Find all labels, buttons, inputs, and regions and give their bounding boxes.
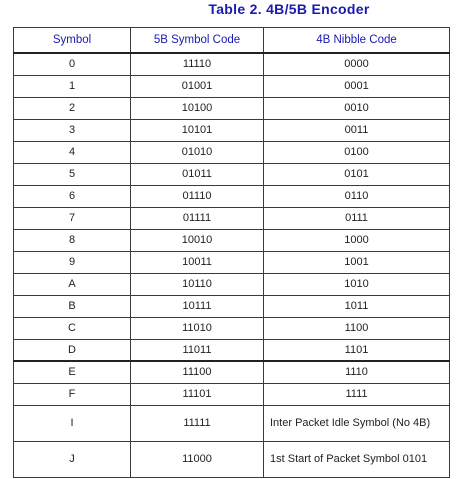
cell-symbol: 7	[14, 207, 131, 229]
table-row	[14, 441, 450, 477]
cell-4b-nibble: Inter Packet Idle Symbol (No 4B)	[264, 405, 450, 441]
cell-4b-nibble: 1100	[264, 317, 450, 339]
cell-5b-code: 01110	[131, 185, 264, 207]
cell-5b-code: 10011	[131, 251, 264, 273]
header-symbol: Symbol	[14, 28, 131, 54]
table-row	[14, 119, 450, 141]
cell-5b-code: 11010	[131, 317, 264, 339]
table-row	[14, 273, 450, 295]
cell-4b-nibble: 1001	[264, 251, 450, 273]
cell-symbol: B	[14, 295, 131, 317]
cell-4b-nibble: 1011	[264, 295, 450, 317]
cell-symbol: 0	[14, 53, 131, 75]
header-5b-code: 5B Symbol Code	[131, 28, 264, 54]
cell-5b-code: 11100	[131, 361, 264, 383]
cell-4b-nibble: 0111	[264, 207, 450, 229]
header-4b-nibble: 4B Nibble Code	[264, 28, 450, 54]
table-row	[14, 75, 450, 97]
cell-4b-nibble: 1010	[264, 273, 450, 295]
table-row	[14, 405, 450, 441]
cell-5b-code: 01010	[131, 141, 264, 163]
table-row	[14, 251, 450, 273]
table-title: Table 2. 4B/5B Encoder	[208, 1, 370, 17]
cell-5b-code: 10101	[131, 119, 264, 141]
table-row	[14, 97, 450, 119]
cell-5b-code: 10010	[131, 229, 264, 251]
cell-5b-code: 10100	[131, 97, 264, 119]
cell-4b-nibble: 1101	[264, 339, 450, 361]
cell-4b-nibble: 0001	[264, 75, 450, 97]
cell-symbol: 8	[14, 229, 131, 251]
cell-4b-nibble: 0110	[264, 185, 450, 207]
cell-5b-code: 10110	[131, 273, 264, 295]
cell-symbol: 6	[14, 185, 131, 207]
table-row	[14, 141, 450, 163]
cell-4b-nibble: 1st Start of Packet Symbol 0101	[264, 441, 450, 477]
table-row	[14, 361, 450, 383]
cell-symbol: 3	[14, 119, 131, 141]
cell-symbol: 5	[14, 163, 131, 185]
cell-symbol: E	[14, 361, 131, 383]
cell-symbol: D	[14, 339, 131, 361]
cell-4b-nibble: 0100	[264, 141, 450, 163]
cell-symbol: 4	[14, 141, 131, 163]
cell-symbol: 9	[14, 251, 131, 273]
cell-symbol: 2	[14, 97, 131, 119]
cell-4b-nibble: 1111	[264, 383, 450, 405]
cell-symbol: J	[14, 441, 131, 477]
cell-5b-code: 11111	[131, 405, 264, 441]
table-row	[14, 185, 450, 207]
cell-symbol: C	[14, 317, 131, 339]
cell-5b-code: 11101	[131, 383, 264, 405]
cell-5b-code: 11011	[131, 339, 264, 361]
cell-4b-nibble: 0000	[264, 53, 450, 75]
cell-5b-code: 01001	[131, 75, 264, 97]
cell-4b-nibble: 0010	[264, 97, 450, 119]
table-row	[14, 207, 450, 229]
table-row	[14, 339, 450, 361]
table-row	[14, 383, 450, 405]
cell-5b-code: 11110	[131, 53, 264, 75]
cell-symbol: A	[14, 273, 131, 295]
table-row	[14, 163, 450, 185]
cell-5b-code: 10111	[131, 295, 264, 317]
table-row	[14, 295, 450, 317]
cell-5b-code: 11000	[131, 441, 264, 477]
cell-4b-nibble: 0101	[264, 163, 450, 185]
table-row	[14, 317, 450, 339]
table-row	[14, 53, 450, 75]
cell-4b-nibble: 1000	[264, 229, 450, 251]
cell-5b-code: 01011	[131, 163, 264, 185]
encoder-table	[13, 27, 450, 478]
table-row	[14, 229, 450, 251]
cell-symbol: F	[14, 383, 131, 405]
header-row	[14, 28, 450, 54]
cell-5b-code: 01111	[131, 207, 264, 229]
cell-symbol: 1	[14, 75, 131, 97]
cell-4b-nibble: 1110	[264, 361, 450, 383]
cell-symbol: I	[14, 405, 131, 441]
cell-4b-nibble: 0011	[264, 119, 450, 141]
